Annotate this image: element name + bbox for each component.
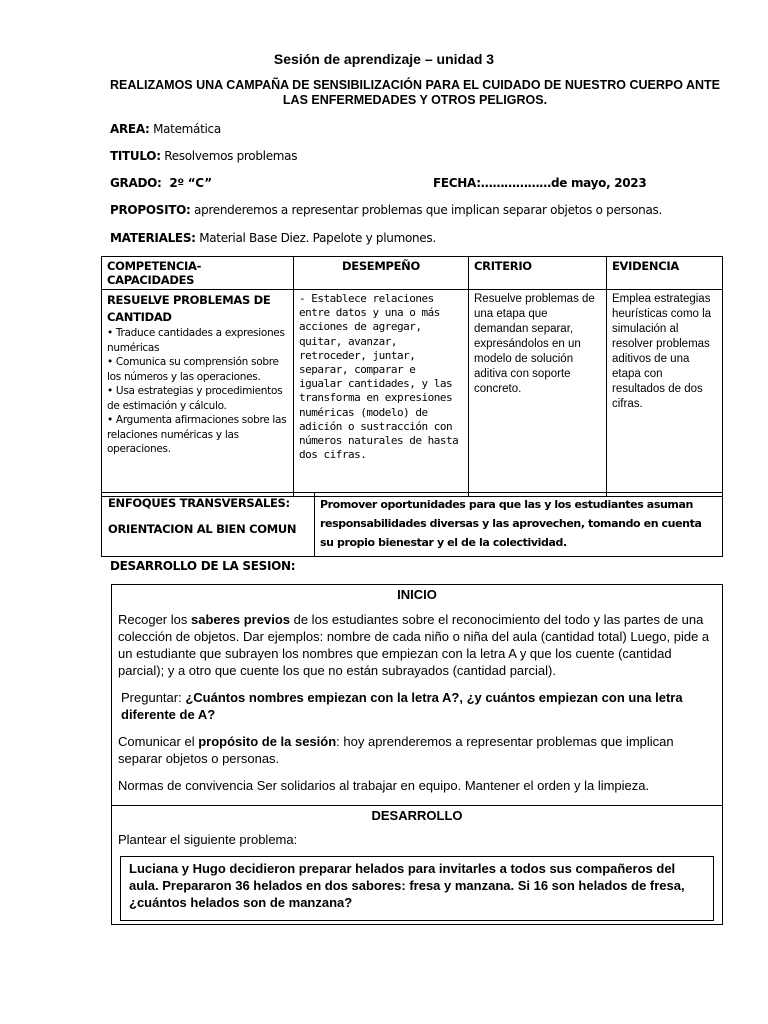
header-desempeno: DESEMPEÑO	[294, 257, 469, 290]
inicio-title: INICIO	[397, 587, 437, 602]
titulo-field	[110, 149, 297, 163]
header-competencia: COMPETENCIA-CAPACIDADES	[102, 257, 294, 290]
area-value: Matemática	[153, 122, 221, 136]
fecha-field	[433, 176, 646, 190]
criterio-cell: Resuelve problemas de una etapa que demandan separar, expresándolos en un modelo de solución aditiva con soporte concreto.	[469, 290, 607, 497]
inicio-paragraph-4: Normas de convivencia Ser solidarios al trabajar en equipo. Mantener el orden y la limpieza.	[118, 778, 650, 793]
session-heading: REALIZAMOS UNA CAMPAÑA DE SENSIBILIZACIÓN PARA EL CUIDADO DE NUESTRO CUERPO ANTE LAS ENFERMEDADES Y OTROS PELIGROS.	[110, 78, 720, 107]
materiales-label: MATERIALES:	[110, 231, 196, 245]
evidencia-cell: Emplea estrategias heurísticas como la simulación al resolver problemas aditivos de una etapa con resultados de dos cifras.	[607, 290, 723, 497]
header-criterio: CRITERIO	[469, 257, 607, 290]
materiales-field	[110, 231, 436, 245]
grado-field	[110, 176, 212, 190]
grado-value: 2º “C”	[169, 176, 212, 190]
desarrollo-intro: Plantear el siguiente problema:	[118, 832, 298, 847]
titulo-label: TITULO:	[110, 149, 161, 163]
inicio-paragraph-1: Recoger los saberes previos de los estudiantes sobre el reconocimiento del todo y las partes de una colección de objetos. Dar ejemplos: nombre de cada niño o niña del aula (cantidad total) Luego, pide a un estudiante que subrayen los nombres que empiezan con la letra A y que los cuente (cantidad parcial); y a otro que cuente los que no están subrayados (cantidad parcial).	[118, 612, 710, 678]
titulo-value: Resolvemos problemas	[164, 149, 298, 163]
desarrollo-title: DESARROLLO	[371, 808, 463, 823]
capacidad-item: • Argumenta afirmaciones sobre las relaciones numéricas y las operaciones.	[107, 414, 287, 455]
enfoques-sublabel: ORIENTACION AL BIEN COMUN	[108, 522, 297, 536]
session-content-box	[111, 584, 723, 925]
inicio-paragraph-3: Comunicar el propósito de la sesión: hoy aprenderemos a representar problemas que implican separar objetos o personas.	[118, 734, 674, 766]
problem-box: Luciana y Hugo decidieron preparar helados para invitarles a todos sus compañeros del aula. Prepararon 36 helados en dos sabores: fresa y manzana. Si 16 son helados de fresa, ¿cuántos helados son de manzana?	[120, 856, 714, 921]
proposito-value: aprenderemos a representar problemas que implican separar objetos o personas.	[194, 203, 662, 217]
enfoques-label: ENFOQUES TRANSVERSALES:	[108, 496, 290, 510]
enfoques-table	[101, 492, 723, 557]
inicio-section	[112, 585, 722, 806]
table-header-row	[102, 257, 723, 290]
proposito-label: PROPOSITO:	[110, 203, 191, 217]
competencia-title: RESUELVE PROBLEMAS DE CANTIDAD	[107, 293, 271, 324]
capacidad-item: • Usa estrategias y procedimientos de estimación y cálculo.	[107, 385, 283, 412]
area-field	[110, 122, 221, 136]
area-label: AREA:	[110, 122, 150, 136]
inicio-paragraph-2: Preguntar: ¿Cuántos nombres empiezan con la letra A?, ¿y cuántos empiezan con una letra diferente de A?	[121, 690, 683, 722]
competencias-table	[101, 256, 723, 497]
competencia-cell	[102, 290, 294, 497]
capacidad-item: • Comunica su comprensión sobre los números y las operaciones.	[107, 356, 279, 383]
header-evidencia: EVIDENCIA	[607, 257, 723, 290]
proposito-field	[110, 203, 662, 217]
session-title: Sesión de aprendizaje – unidad 3	[273, 51, 495, 67]
fecha-value: ………………de mayo, 2023	[480, 176, 647, 190]
capacidad-item: • Traduce cantidades a expresiones numéricas	[107, 327, 285, 354]
desempeno-cell: - Establece relaciones entre datos y una o más acciones de agregar, quitar, avanzar, retroceder, juntar, separar, comparar e igualar cantidades, y las transforma en expresiones numéricas (modelo) de adición o sustracción con números naturales de hasta dos cifras.	[294, 290, 469, 497]
enfoques-label-cell	[102, 493, 315, 557]
grado-label: GRADO:	[110, 176, 162, 190]
desarrollo-label: DESARROLLO DE LA SESION:	[110, 559, 296, 573]
desarrollo-section	[112, 806, 722, 924]
table-row	[102, 290, 723, 497]
fecha-label: FECHA:	[433, 176, 481, 190]
enfoques-text: Promover oportunidades para que las y los estudiantes asuman responsabilidades diversas y las aprovechen, tomando en cuenta su propio bienestar y el de la colectividad.	[315, 493, 723, 557]
materiales-value: Material Base Diez. Papelote y plumones.	[199, 231, 436, 245]
